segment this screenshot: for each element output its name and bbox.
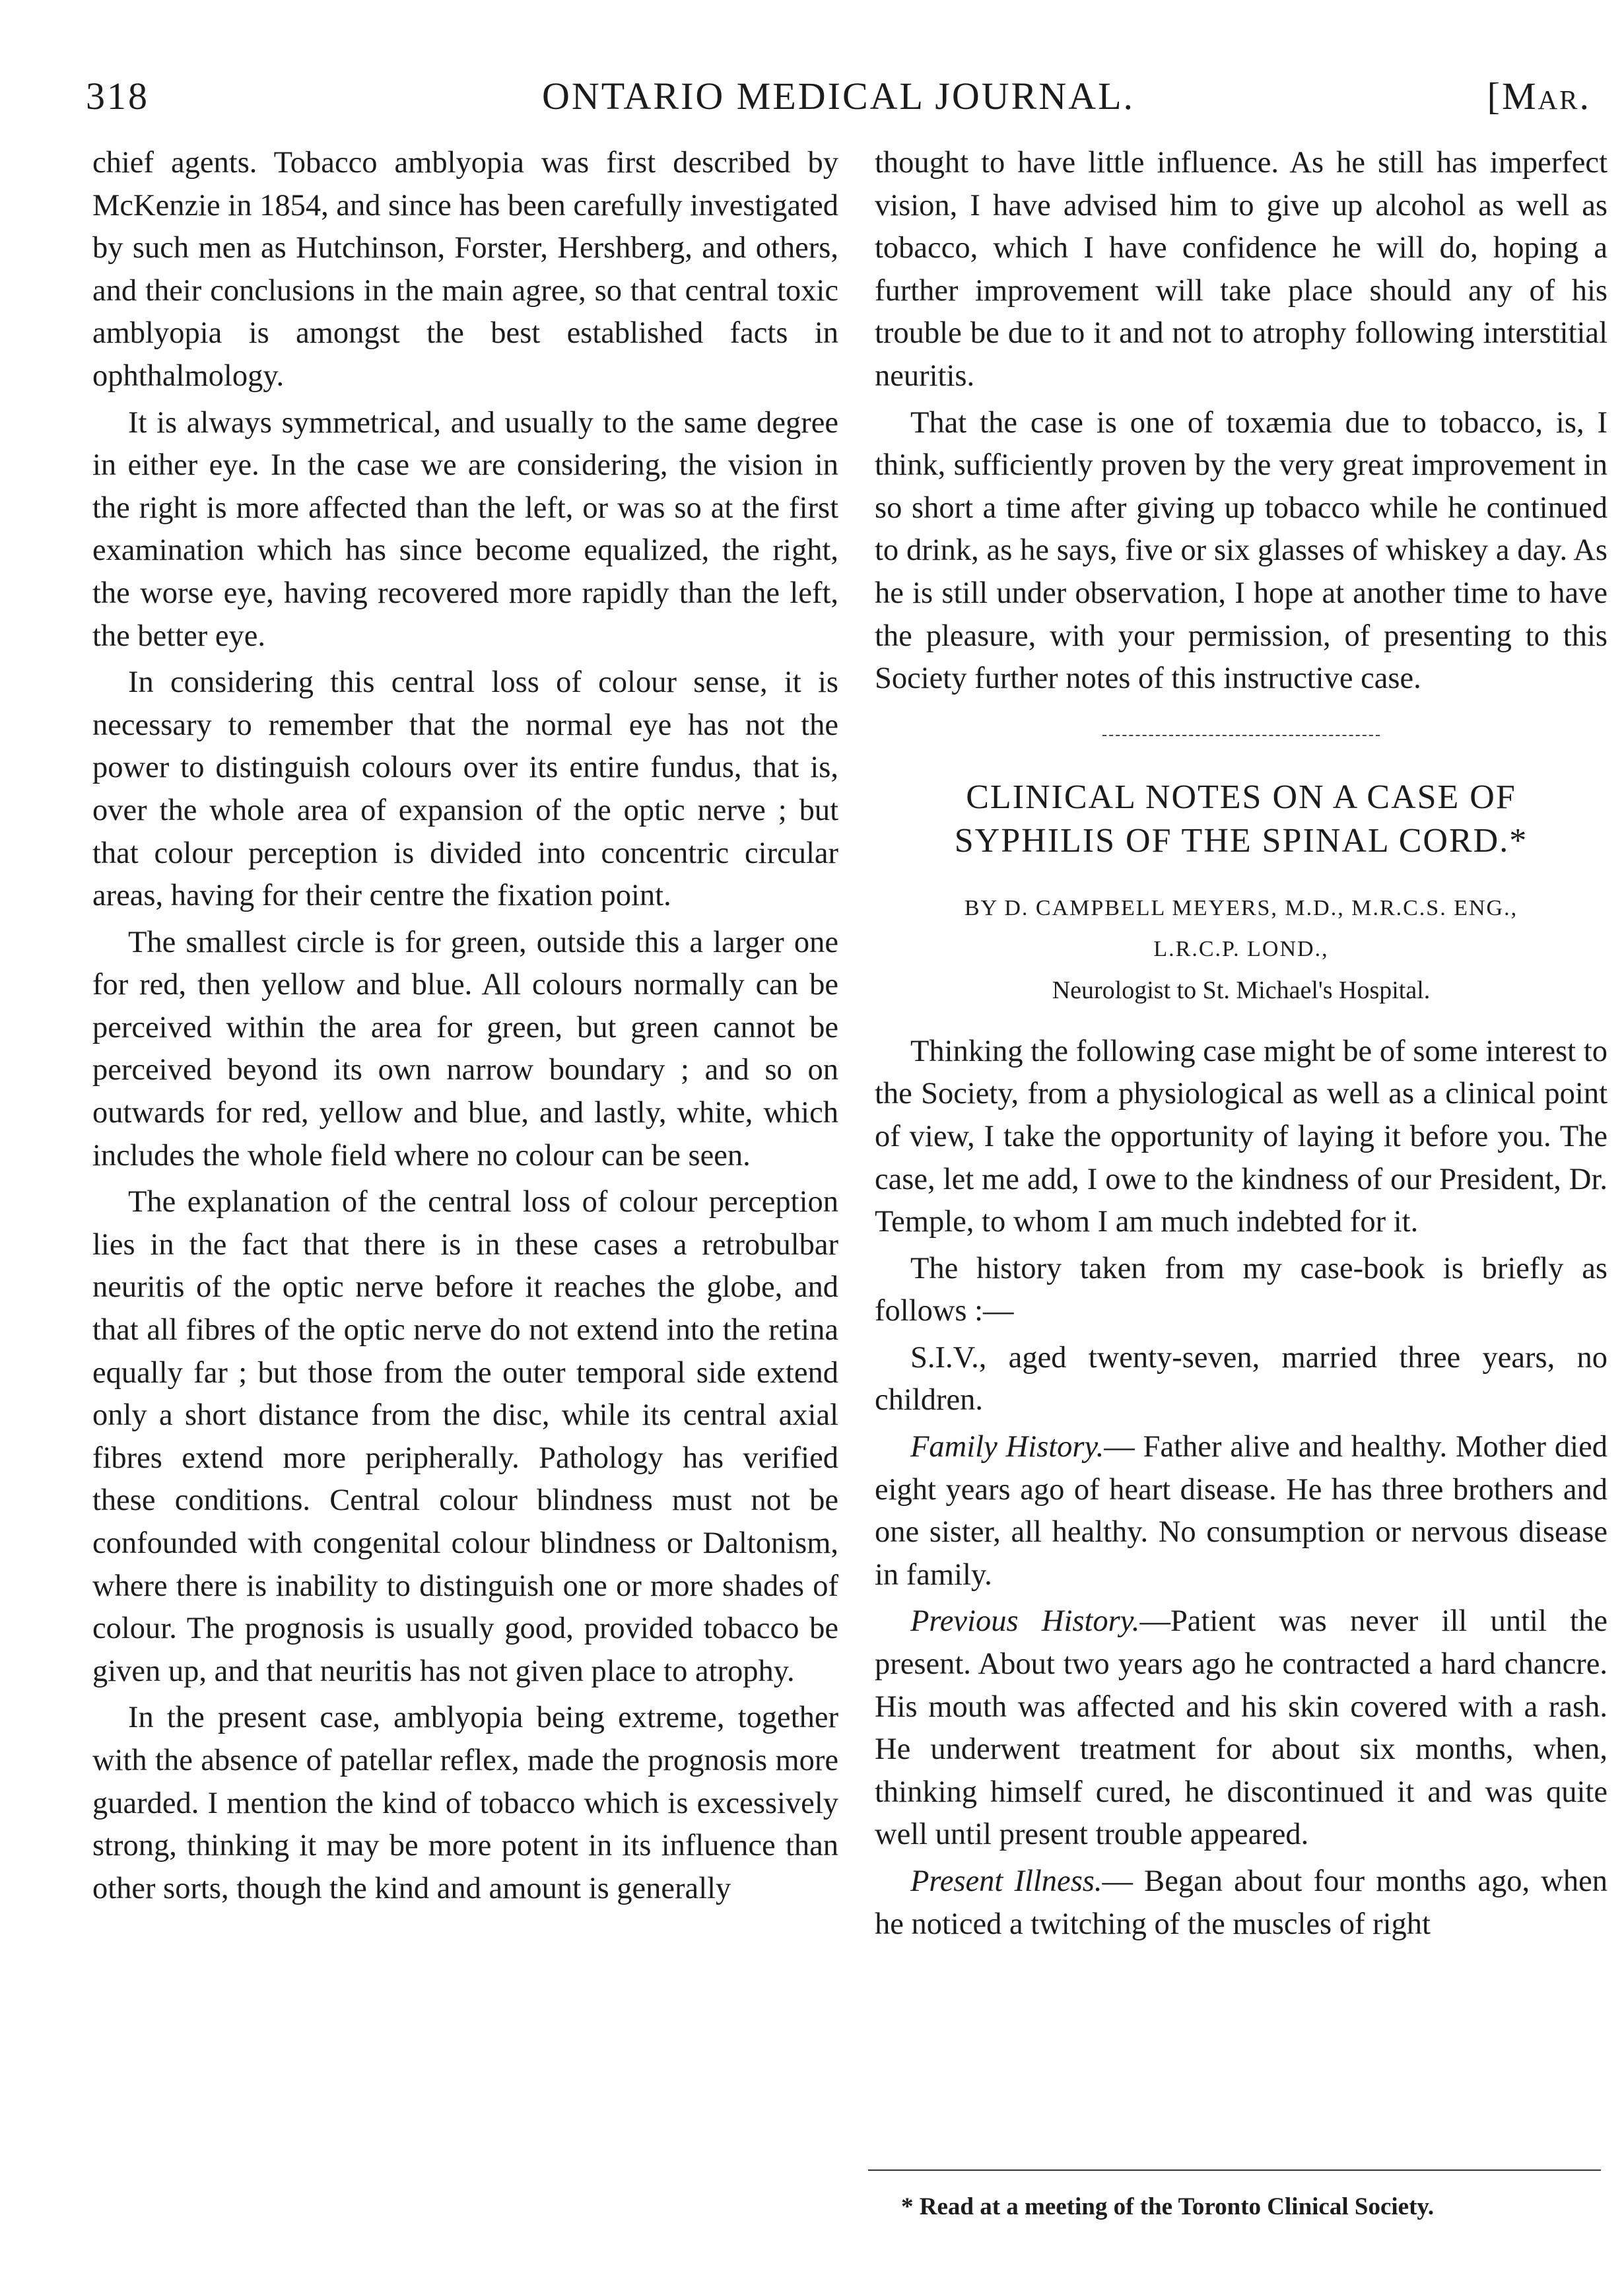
family-history-text: — Father alive and healthy. Mother died eight years ago of heart disease. He has three brothers and one sister, all healthy. No consumption or nervous disease in family.: [875, 1430, 1607, 1592]
paragraph: The history taken from my case-book is briefly as follows :—: [875, 1251, 1607, 1328]
section-divider: [1102, 735, 1380, 736]
byline-line: BY D. CAMPBELL MEYERS, M.D., M.R.C.S. ENG.,: [964, 895, 1518, 920]
left-column: [92, 142, 838, 1910]
present-illness-paragraph: [875, 1860, 1607, 1946]
byline-line: L.R.C.P. LOND.,: [1153, 936, 1329, 961]
right-column: [875, 142, 1607, 1946]
previous-history-label: Previous History.: [910, 1604, 1140, 1639]
present-illness-label: Present Illness.: [910, 1864, 1102, 1898]
page-number: 318: [86, 75, 149, 118]
journal-title: ONTARIO MEDICAL JOURNAL.: [541, 75, 1135, 118]
paragraph: In the present case, amblyopia being extreme, together with the absence of patellar reflex, made the prognosis more guarded. I mention the kind of tobacco which is excessively strong, thinking it may be more potent in its influence than other sorts, though the kind and amount is generally: [92, 1701, 838, 1905]
family-history-paragraph: [875, 1426, 1607, 1596]
previous-history-text: —Patient was never ill until the present. About two years ago he contracted a hard chancre. His mouth was affected and his skin covered with a rash. He underwent treatment for about six months, when, thinking himself cured, he discontinued it and was quite well until present trouble appeared.: [875, 1604, 1607, 1852]
family-history-label: Family History.: [910, 1430, 1104, 1464]
running-header: [86, 74, 1591, 127]
paragraph: The smallest circle is for green, outside this a larger one for red, then yellow and blue. All colours normally can be perceived within the area for green, but green cannot be perceived beyond its own narrow boundary ; and so on outwards for red, yellow and blue, and lastly, white, which includes the whole field where no colour can be seen.: [92, 925, 838, 1173]
paragraph: The explanation of the central loss of colour perception lies in the fact that there is in these cases a retrobulbar neuritis of the optic nerve before it reaches the globe, and that all fibres of the optic nerve do not extend into the retina equally far ; but those from the outer temporal side extend only a short distance from the disc, while its central axial fibres extend more peripherally. Pathology has verified these conditions. Central colour blindness must not be confounded with congenital colour blindness or Daltonism, where there is inability to distinguish one or more shades of colour. The prognosis is usually good, provided tobacco be given up, and that neuritis has not given place to atrophy.: [92, 1185, 838, 1688]
paragraph: thought to have little influence. As he still has imperfect vision, I have advised him to give up alcohol as well as tobacco, which I have confidence he will do, hoping a further improvement will take place should any of his trouble be due to it and not to atrophy following interstitial neuritis.: [875, 146, 1607, 393]
paragraph: chief agents. Tobacco amblyopia was first described by McKenzie in 1854, and since has been carefully investigated by such men as Hutchinson, Forster, Hershberg, and others, and their conclusions in the main agree, so that central toxic amblyopia is amongst the best established facts in ophthalmology.: [92, 146, 838, 393]
paragraph: Thinking the following case might be of some interest to the Society, from a physiological as well as a clinical point of view, I take the opportunity of laying it before you. The case, let me add, I owe to the kindness of our President, Dr. Temple, to whom I am much indebted for it.: [875, 1034, 1607, 1239]
paragraph: S.I.V., aged twenty-seven, married three years, no children.: [875, 1340, 1607, 1417]
paragraph: In considering this central loss of colour sense, it is necessary to remember that the normal eye has not the power to distinguish colours over its entire fundus, that is, over the whole area of expansion of the optic nerve ; but that colour perception is divided into concentric circular areas, having for their centre the fixation point.: [92, 666, 838, 913]
footnote: * Read at a meeting of the Toronto Clinical Society.: [901, 2193, 1435, 2220]
article-byline: [875, 888, 1607, 970]
author-affiliation: Neurologist to St. Michael's Hospital.: [1052, 976, 1431, 1004]
paragraph: That the case is one of toxæmia due to tobacco, is, I think, sufficiently proven by the very great improvement in so short a time after giving up tobacco while he continued to drink, as he says, five or six glasses of whiskey a day. As he is still under observation, I hope at another time to have the pleasure, with your permission, of presenting to this Society further notes of this instructive case.: [875, 405, 1607, 696]
footnote-rule: [868, 2169, 1601, 2171]
article-title: CLINICAL NOTES ON A CASE OF SYPHILIS OF THE SPINAL CORD.*: [954, 778, 1528, 860]
previous-history-paragraph: [875, 1600, 1607, 1857]
present-illness-text: — Began about four months ago, when he noticed a twitching of the muscles of right: [875, 1864, 1607, 1941]
paragraph: It is always symmetrical, and usually to the same degree in either eye. In the case we are considering, the vision in the right is more affected than the left, or was so at the first examination which has since become equalized, the right, the worse eye, having recovered more rapidly than the left, the better eye.: [92, 405, 838, 653]
issue-month: [Mar.: [1487, 75, 1591, 118]
